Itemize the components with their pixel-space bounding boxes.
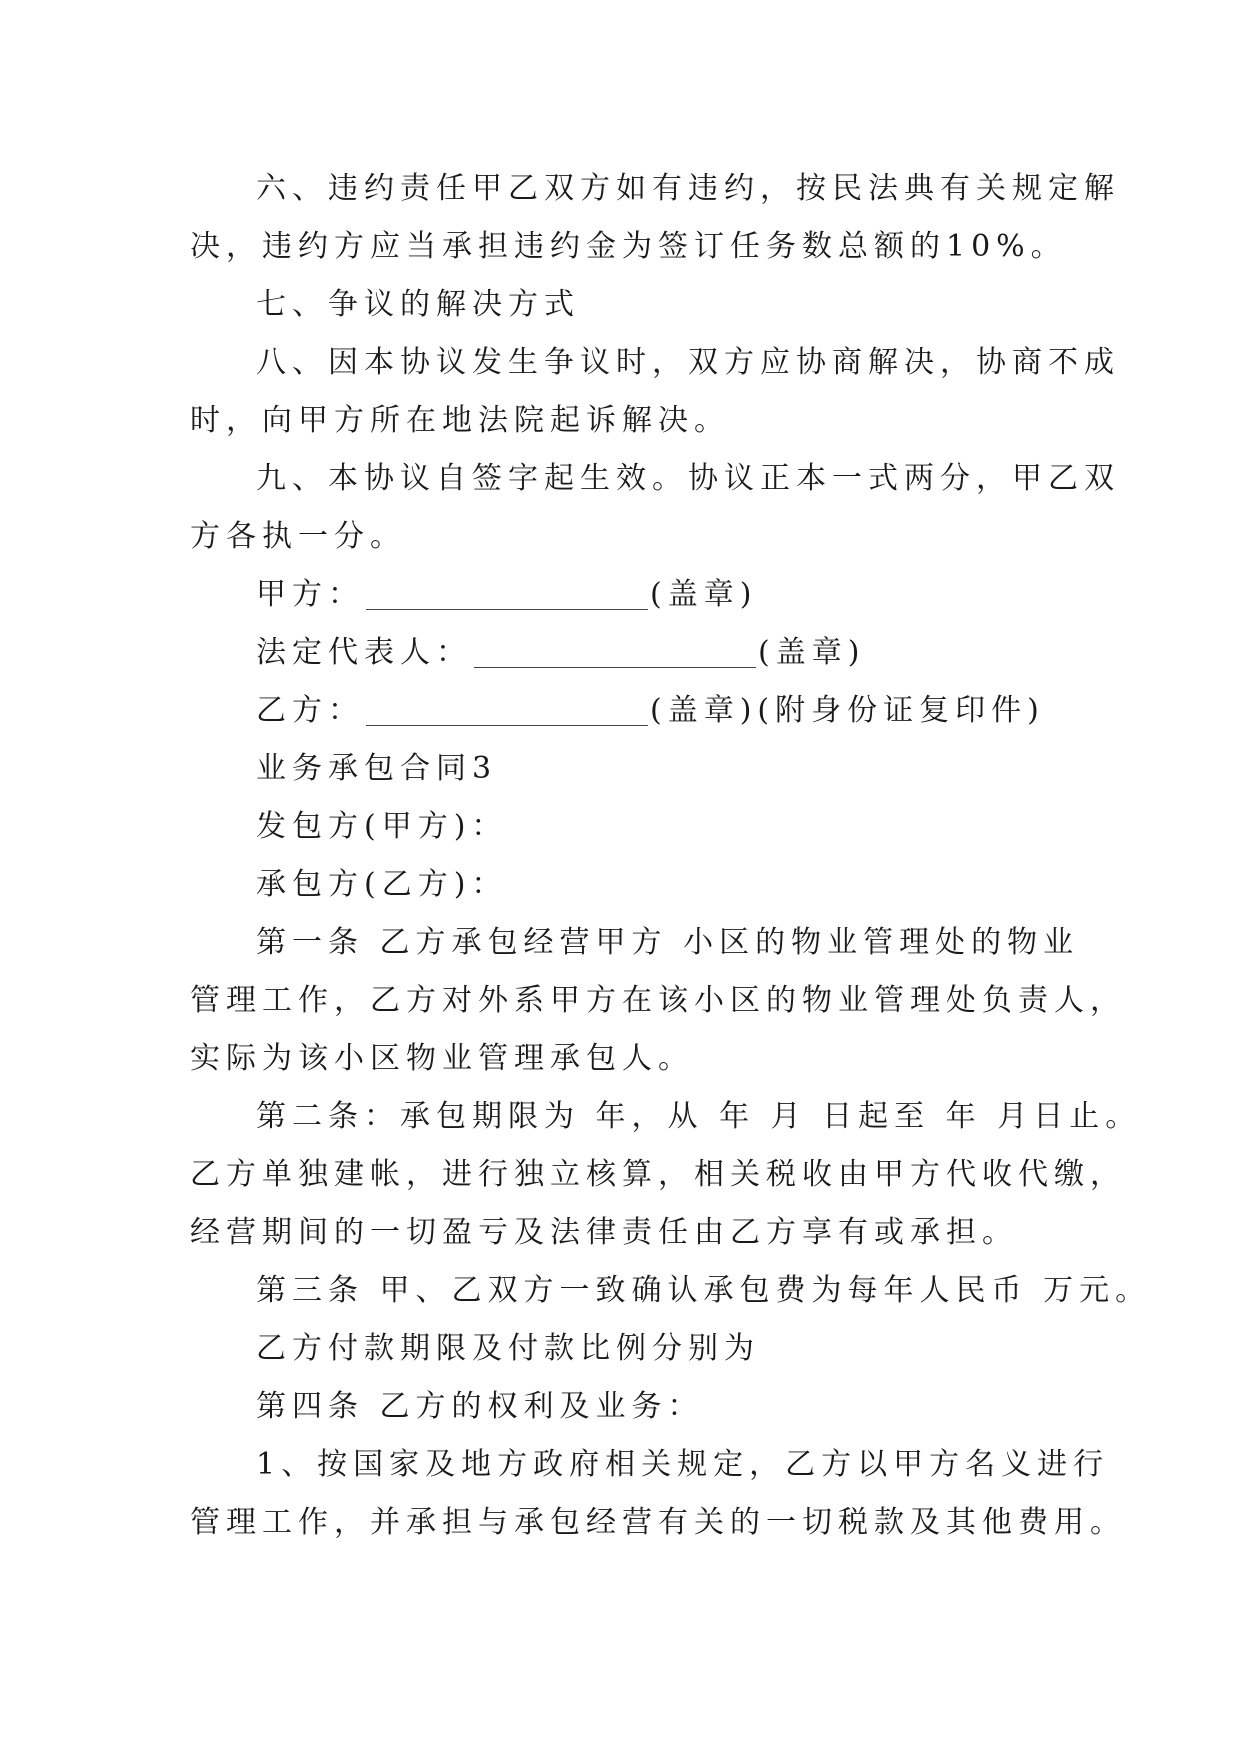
legal-rep-signature-row: [190, 624, 1070, 682]
document-body: [190, 160, 1152, 1552]
article-two-line-1: 第二条：承包期限为 年，从 年 月 日起至 年 月日止。: [256, 1099, 1142, 1134]
article-two-line-2: 乙方单独建帐，进行独立核算，相关税收由甲方代收代缴，: [190, 1157, 1126, 1192]
party-b-signature-blank: [366, 693, 648, 726]
legal-rep-seal-note: (盖章): [758, 635, 866, 670]
article-one-line-1: 第一条 乙方承包经营甲方 小区的物业管理处的物业: [256, 925, 1080, 960]
clause-nine-line-2: 方各执一分。: [190, 519, 406, 554]
article-one-line-3: 实际为该小区物业管理承包人。: [190, 1041, 694, 1076]
party-b-signature-row: [190, 682, 1070, 740]
clause-six-line-1: 六、违约责任甲乙双方如有违约，按民法典有关规定解: [256, 171, 1120, 206]
legal-rep-signature-blank: [474, 635, 756, 668]
party-a-signature-row: [190, 566, 1070, 624]
article-four-heading: 第四条 乙方的权利及业务：: [256, 1389, 704, 1424]
clause-nine-line-1: 九、本协议自签字起生效。协议正本一式两分，甲乙双: [256, 461, 1120, 496]
article-four-item-1-line-2: 管理工作，并承担与承包经营有关的一切税款及其他费用。: [190, 1505, 1126, 1540]
party-a-seal-note: (盖章): [650, 577, 758, 612]
article-three-line-2: 乙方付款期限及付款比例分别为: [256, 1331, 760, 1366]
contractor-party: 承包方(乙方)：: [256, 867, 508, 902]
clause-eight-line-2: 时，向甲方所在地法院起诉解决。: [190, 403, 730, 438]
clause-eight-line-1: 八、因本协议发生争议时，双方应协商解决，协商不成: [256, 345, 1120, 380]
article-two-line-3: 经营期间的一切盈亏及法律责任由乙方享有或承担。: [190, 1215, 1018, 1250]
clause-seven: 七、争议的解决方式: [256, 287, 580, 322]
party-a-label: 甲方：: [256, 577, 364, 612]
party-a-signature-blank: [366, 577, 648, 610]
legal-rep-label: 法定代表人：: [256, 635, 472, 670]
clause-six-line-2: 决，违约方应当承担违约金为签订任务数总额的10%。: [190, 229, 1067, 264]
issuer-party: 发包方(甲方)：: [256, 809, 508, 844]
party-b-label: 乙方：: [256, 693, 364, 728]
contract-3-title: 业务承包合同3: [256, 751, 498, 786]
party-b-seal-note: (盖章)(附身份证复印件): [650, 693, 1045, 728]
article-one-line-2: 管理工作，乙方对外系甲方在该小区的物业管理处负责人，: [190, 983, 1126, 1018]
article-three-line-1: 第三条 甲、乙双方一致确认承包费为每年人民币 万元。: [256, 1273, 1152, 1308]
article-four-item-1-line-1: 1、按国家及地方政府相关规定，乙方以甲方名义进行: [256, 1447, 1110, 1482]
